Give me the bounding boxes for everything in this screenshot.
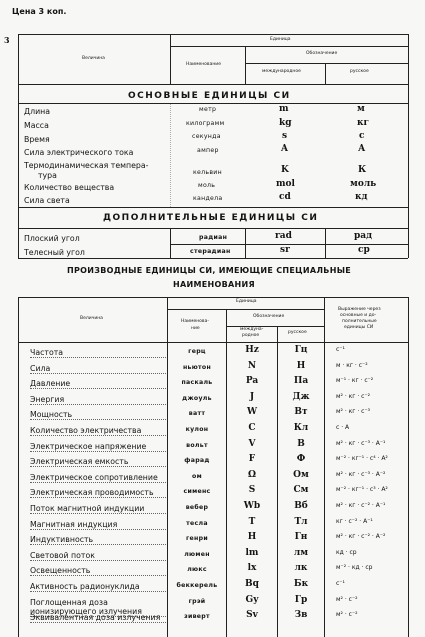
derived-quantity: Световой поток [30,550,95,560]
basic-intl-0: m [279,104,289,114]
derived-intl-symbol: Hz [245,345,259,355]
basic-name-4: кельвин [193,169,222,176]
add-rus-0: рад [354,231,373,241]
derived-unit-name: люкс [187,566,207,574]
dotted-leader [30,466,166,467]
basic-q-6: Сила света [24,196,70,205]
h2-expr4: единицы СИ [344,325,374,330]
section-additional-title: ДОПОЛНИТЕЛЬНЫЕ ЕДИНИЦЫ СИ [103,213,319,223]
section-derived-title-2: НАИМЕНОВАНИЯ [173,280,255,289]
h2-rus: русское [288,330,307,335]
derived-intl-symbol: C [248,423,256,433]
derived-unit-name: генри [186,535,208,543]
basic-intl-3: A [281,144,288,154]
dotted-leader [30,544,166,545]
corner-mark: 3 [4,35,10,45]
derived-intl-symbol: S [248,485,256,496]
dotted-leader [30,560,166,561]
h2-expr1: Выражение через [338,307,381,312]
derived-expression: м² · кг · с⁻³ [336,408,371,416]
derived-rus-symbol: лм [293,547,309,558]
section-derived-title-1: ПРОИЗВОДНЫЕ ЕДИНИЦЫ СИ, ИМЕЮЩИЕ СПЕЦИАЛЬНЫЕ [67,266,352,275]
derived-unit-name: вебер [185,504,209,511]
derived-unit-name: джоуль [182,394,212,402]
derived-expression: с⁻¹ [336,580,345,587]
derived-intl-symbol: T [248,516,256,527]
add-intl-1: sr [280,245,290,255]
derived-quantity: Магнитная индукция [30,519,118,529]
basic-q-4: Термодинамическая темпера- [24,161,149,170]
derived-expression: м² · кг · с⁻² [336,392,371,400]
derived-quantity: Количество электричества [30,426,142,435]
basic-rus-4: К [358,165,367,175]
derived-unit-name: фарад [184,457,210,465]
derived-expression: м⁻² · кд · ср [336,564,373,572]
derived-expression: кг · с⁻² · А⁻¹ [336,517,373,525]
derived-quantity: Активность радионуклида [30,582,140,591]
derived-intl-symbol: N [247,360,257,371]
derived-intl-symbol: H [247,532,257,543]
derived-rus-symbol: Па [293,376,309,387]
derived-expression: м⁻² · кг⁻¹ · с⁴ · А² [336,455,388,463]
derived-rus-symbol: Кл [293,423,309,433]
dotted-leader [30,482,166,483]
derived-rus-symbol: Гр [294,594,308,605]
basic-name-3: ампер [197,147,219,154]
derived-intl-symbol: V [248,438,256,449]
derived-intl-symbol: Wb [243,501,261,511]
dotted-leader [30,591,166,592]
derived-unit-name: люмен [184,550,210,558]
derived-rus-symbol: Гн [294,532,308,543]
basic-name-2: секунда [192,133,221,140]
basic-rus-6: кд [355,192,368,202]
basic-rus-1: кг [357,118,370,128]
basic-intl-6: cd [279,192,291,202]
derived-unit-name: тесла [186,519,208,527]
dotted-leader [30,404,166,405]
derived-quantity: Мощность [30,410,73,420]
dotted-leader [30,451,166,452]
derived-intl-symbol: lx [247,563,257,574]
derived-intl-symbol: F [248,454,256,465]
price-label: Цена 3 коп. [12,7,67,16]
derived-unit-name: паскаль [181,379,213,387]
derived-unit-name: ватт [188,410,206,418]
add-rus-1: ср [358,245,370,255]
h2-name1: Наименова- [181,319,209,324]
derived-unit-name: беккерель [176,582,218,589]
derived-quantity: Давление [30,379,71,389]
derived-quantity: Сила [30,363,51,373]
derived-quantity: Поглощенная доза [30,597,108,607]
derived-quantity: Электрическая проводимость [30,488,154,498]
derived-quantity-line2: ионизирующего излучения [30,606,142,616]
derived-unit-name: герц [188,348,206,355]
derived-unit-name: ом [192,472,202,480]
basic-intl-5: mol [276,179,295,189]
h2-intl2: родное [242,333,260,338]
derived-intl-symbol: Sv [246,610,258,621]
h2-quantity: Величина [80,316,103,321]
add-name-1: стерадиан [190,248,231,255]
derived-expression: м² · с⁻² [336,595,358,603]
add-intl-0: rad [275,231,292,241]
basic-rus-2: с [359,131,365,141]
add-q-0: Плоский угол [24,234,80,243]
derived-quantity: Освещенность [30,566,91,576]
basic-q-1: Масса [24,121,49,130]
derived-expression: м² · кг · с⁻² · А⁻¹ [336,502,386,509]
dotted-leader [30,357,166,358]
dotted-leader [30,419,166,420]
derived-unit-name: сименс [183,488,211,496]
dotted-leader [30,622,166,623]
dotted-leader [30,388,166,389]
h2-name2: ние [191,326,200,331]
derived-expression: м² · кг · с⁻³ · А⁻¹ [336,439,386,447]
dotted-leader [30,497,166,498]
derived-quantity: Эквивалентная доза излучения [30,613,161,623]
basic-q-5: Количество вещества [24,183,115,192]
dotted-leader [30,513,166,514]
basic-intl-4: K [281,165,289,175]
derived-rus-symbol: Бк [293,579,309,589]
derived-rus-symbol: Гц [294,345,308,355]
h2-intl1: междуна- [240,327,264,332]
derived-quantity: Поток магнитной индукции [30,504,145,513]
dotted-leader [30,373,166,374]
basic-q-2: Время [24,135,50,144]
derived-expression: м⁻² · кг⁻¹ · с³ · А² [336,486,388,494]
derived-rus-symbol: В [297,438,305,449]
h2-designation: Обозначение [253,314,285,319]
derived-quantity: Энергия [30,394,65,404]
derived-expression: м² · кг · с⁻² · А⁻² [336,533,386,541]
header-quantity: Величина [82,56,105,61]
derived-expression: м⁻¹ · кг · с⁻² [336,377,374,385]
h2-expr2: основные и до- [340,313,377,318]
dotted-leader [30,529,166,530]
add-name-0: радиан [199,234,228,241]
basic-rus-5: моль [350,179,377,189]
derived-rus-symbol: Вт [294,407,308,418]
basic-intl-2: s [282,131,288,141]
header-rus: русское [350,69,369,74]
derived-rus-symbol: Вб [294,501,308,511]
derived-unit-name: ньютон [182,363,212,371]
derived-quantity: Индуктивность [30,535,94,545]
derived-expression: м² · кг · с⁻³ · А⁻² [336,470,386,478]
derived-quantity: Частота [30,348,64,357]
dotted-leader [30,575,166,576]
header-intl: международное [262,69,301,74]
derived-rus-symbol: Дж [292,391,310,402]
derived-intl-symbol: Ω [247,469,256,480]
basic-q-3: Сила электрического тока [24,148,134,157]
derived-quantity: Электрическая емкость [30,457,129,467]
derived-expression: с · А [336,424,350,431]
derived-quantity: Электрическое напряжение [30,441,147,451]
basic-name-6: кандела [193,195,223,202]
basic-rus-3: А [358,144,366,154]
basic-name-0: метр [199,106,217,113]
h2-unit: Единица [236,299,257,304]
derived-rus-symbol: См [293,485,309,496]
derived-intl-symbol: Bq [245,579,259,589]
derived-rus-symbol: Н [296,360,306,371]
derived-intl-symbol: J [249,391,255,402]
derived-expression: с⁻¹ [336,346,345,353]
header-name: Наименование [186,62,221,67]
derived-expression: м · кг · с⁻² [336,361,368,369]
derived-rus-symbol: лк [294,563,308,574]
derived-rus-symbol: Тл [294,516,308,527]
basic-q-4b: тура [38,171,57,180]
basic-rus-0: м [357,104,365,114]
basic-name-1: килограмм [186,120,225,127]
basic-intl-1: kg [279,118,292,128]
derived-unit-name: вольт [186,441,208,449]
derived-intl-symbol: Pa [245,376,259,387]
header-unit: Единица [270,37,291,42]
derived-unit-name: грэй [188,597,206,605]
derived-expression: м² · с⁻² [336,611,358,619]
derived-quantity: Электрическое сопротивление [30,472,158,482]
add-q-1: Телесный угол [24,248,85,257]
derived-expression: кд · ср [336,548,357,556]
section-basic-title: ОСНОВНЫЕ ЕДИНИЦЫ СИ [128,91,291,101]
derived-rus-symbol: Ф [296,454,306,465]
h2-expr3: полнительные [342,319,377,324]
derived-unit-name: кулон [185,426,209,433]
derived-intl-symbol: Gy [245,594,259,605]
derived-rus-symbol: Зв [294,610,308,621]
derived-rus-symbol: Ом [293,469,309,480]
header-designation: Обозначение [306,51,338,56]
basic-q-0: Длина [24,107,51,116]
derived-intl-symbol: W [246,407,258,418]
derived-intl-symbol: lm [245,547,259,558]
basic-name-5: моль [198,182,216,189]
derived-unit-name: зиверт [184,613,210,621]
dotted-leader [30,435,166,436]
